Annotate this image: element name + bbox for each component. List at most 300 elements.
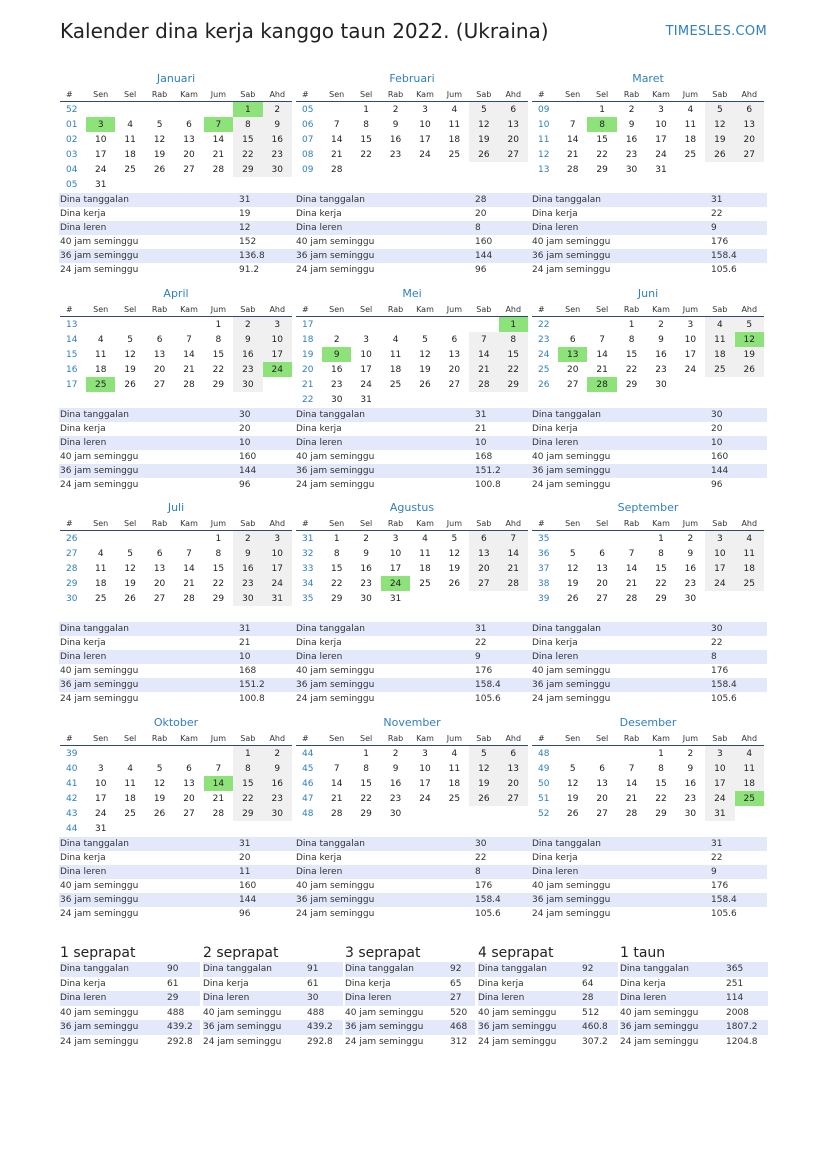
day-cell[interactable]: 22 bbox=[655, 793, 667, 804]
day-cell[interactable]: 10 bbox=[419, 119, 431, 130]
day-cell[interactable]: 4 bbox=[392, 334, 399, 345]
day-cell[interactable]: 23 bbox=[330, 379, 343, 390]
day-cell[interactable]: 2 bbox=[363, 533, 369, 544]
day-cell[interactable]: 20 bbox=[469, 561, 498, 576]
day-cell[interactable]: 29 bbox=[233, 806, 262, 821]
day-cell[interactable]: 14 bbox=[330, 778, 343, 789]
day-cell[interactable]: 31 bbox=[389, 593, 402, 604]
day-cell[interactable]: 3 bbox=[263, 531, 292, 547]
day-cell[interactable]: 2 bbox=[263, 102, 292, 118]
day-cell[interactable]: 16 bbox=[389, 778, 402, 789]
day-cell[interactable]: 11 bbox=[705, 332, 734, 347]
day-cell[interactable]: 16 bbox=[330, 364, 343, 375]
day-cell[interactable]: 4 bbox=[687, 104, 694, 115]
day-cell[interactable]: 18 bbox=[448, 778, 461, 789]
day-cell[interactable]: 5 bbox=[451, 533, 458, 544]
day-cell[interactable]: 28 bbox=[469, 377, 498, 392]
day-cell[interactable]: 13 bbox=[469, 546, 498, 561]
day-cell[interactable]: 5 bbox=[705, 102, 734, 118]
day-cell[interactable]: 17 bbox=[705, 561, 734, 576]
day-cell[interactable]: 3 bbox=[422, 748, 428, 759]
day-cell[interactable]: 4 bbox=[451, 748, 458, 759]
day-cell[interactable]: 10 bbox=[705, 761, 734, 776]
day-cell[interactable]: 16 bbox=[263, 132, 292, 147]
day-cell[interactable]: 14 bbox=[183, 349, 195, 360]
day-cell[interactable]: 23 bbox=[389, 149, 402, 160]
day-cell[interactable]: 22 bbox=[212, 578, 225, 589]
day-cell[interactable]: 9 bbox=[658, 334, 664, 345]
day-cell[interactable]: 12 bbox=[153, 778, 166, 789]
day-cell[interactable]: 19 bbox=[419, 364, 431, 375]
day-cell[interactable]: 10 bbox=[360, 349, 372, 360]
day-cell[interactable]: 7 bbox=[628, 548, 635, 559]
day-cell[interactable]: 6 bbox=[186, 763, 192, 774]
day-cell[interactable]: 16 bbox=[233, 561, 262, 576]
day-cell[interactable]: 5 bbox=[156, 763, 163, 774]
day-cell[interactable]: 1 bbox=[215, 533, 222, 544]
day-cell[interactable]: 25 bbox=[448, 149, 461, 160]
day-cell[interactable]: 8 bbox=[333, 548, 340, 559]
day-cell[interactable]: 19 bbox=[735, 347, 764, 362]
day-cell[interactable]: 20 bbox=[566, 364, 579, 375]
day-cell[interactable]: 6 bbox=[469, 531, 498, 547]
day-cell[interactable]: 15 bbox=[233, 776, 262, 791]
day-cell[interactable]: 2 bbox=[658, 319, 664, 330]
day-cell[interactable]: 26 bbox=[469, 147, 498, 162]
day-cell[interactable]: 20 bbox=[183, 793, 195, 804]
day-cell[interactable]: 30 bbox=[389, 808, 402, 819]
day-cell[interactable]: 3 bbox=[97, 763, 104, 774]
day-cell[interactable]: 20 bbox=[735, 132, 764, 147]
day-cell[interactable]: 26 bbox=[153, 164, 166, 175]
day-cell[interactable]: 1 bbox=[658, 748, 664, 759]
day-cell[interactable]: 18 bbox=[389, 364, 402, 375]
day-cell[interactable]: 3 bbox=[658, 104, 664, 115]
day-cell[interactable]: 15 bbox=[655, 778, 667, 789]
day-cell[interactable]: 20 bbox=[153, 578, 166, 589]
day-cell[interactable]: 31 bbox=[360, 394, 372, 405]
day-cell[interactable]: 28 bbox=[566, 164, 579, 175]
day-cell[interactable]: 17 bbox=[263, 561, 292, 576]
day-cell[interactable]: 22 bbox=[212, 364, 225, 375]
day-cell[interactable]: 29 bbox=[360, 808, 372, 819]
day-cell[interactable]: 11 bbox=[94, 563, 107, 574]
day-cell[interactable]: 4 bbox=[735, 746, 764, 762]
day-cell[interactable]: 17 bbox=[360, 364, 372, 375]
holiday-cell[interactable]: 28 bbox=[587, 377, 616, 392]
day-cell[interactable]: 10 bbox=[705, 546, 734, 561]
day-cell[interactable]: 9 bbox=[687, 548, 694, 559]
day-cell[interactable]: 12 bbox=[469, 761, 498, 776]
day-cell[interactable]: 7 bbox=[186, 548, 192, 559]
day-cell[interactable]: 22 bbox=[596, 149, 608, 160]
day-cell[interactable]: 26 bbox=[124, 379, 136, 390]
day-cell[interactable]: 24 bbox=[705, 576, 734, 591]
day-cell[interactable]: 30 bbox=[233, 377, 262, 392]
day-cell[interactable]: 10 bbox=[419, 763, 431, 774]
day-cell[interactable]: 26 bbox=[448, 578, 461, 589]
day-cell[interactable]: 11 bbox=[124, 134, 136, 145]
day-cell[interactable]: 29 bbox=[596, 164, 608, 175]
day-cell[interactable]: 29 bbox=[233, 162, 262, 177]
day-cell[interactable]: 14 bbox=[625, 778, 638, 789]
day-cell[interactable]: 17 bbox=[389, 563, 402, 574]
day-cell[interactable]: 23 bbox=[233, 576, 262, 591]
day-cell[interactable]: 13 bbox=[448, 349, 461, 360]
day-cell[interactable]: 27 bbox=[153, 593, 166, 604]
day-cell[interactable]: 27 bbox=[499, 147, 528, 162]
day-cell[interactable]: 8 bbox=[233, 761, 262, 776]
day-cell[interactable]: 12 bbox=[566, 778, 579, 789]
day-cell[interactable]: 3 bbox=[705, 746, 734, 762]
day-cell[interactable]: 3 bbox=[705, 531, 734, 547]
day-cell[interactable]: 14 bbox=[499, 546, 528, 561]
day-cell[interactable]: 18 bbox=[94, 364, 107, 375]
day-cell[interactable]: 19 bbox=[469, 132, 498, 147]
day-cell[interactable]: 1 bbox=[658, 533, 664, 544]
day-cell[interactable]: 14 bbox=[212, 134, 225, 145]
day-cell[interactable]: 28 bbox=[499, 576, 528, 591]
day-cell[interactable]: 31 bbox=[655, 164, 667, 175]
day-cell[interactable]: 15 bbox=[655, 563, 667, 574]
day-cell[interactable]: 30 bbox=[330, 394, 343, 405]
day-cell[interactable]: 27 bbox=[183, 164, 195, 175]
day-cell[interactable]: 19 bbox=[124, 578, 136, 589]
day-cell[interactable]: 15 bbox=[360, 134, 372, 145]
day-cell[interactable]: 14 bbox=[469, 347, 498, 362]
day-cell[interactable]: 25 bbox=[684, 149, 697, 160]
day-cell[interactable]: 27 bbox=[153, 379, 166, 390]
day-cell[interactable]: 5 bbox=[569, 548, 576, 559]
day-cell[interactable]: 16 bbox=[684, 778, 697, 789]
day-cell[interactable]: 22 bbox=[360, 149, 372, 160]
day-cell[interactable]: 2 bbox=[628, 104, 635, 115]
day-cell[interactable]: 11 bbox=[124, 778, 136, 789]
day-cell[interactable]: 5 bbox=[127, 334, 133, 345]
day-cell[interactable]: 27 bbox=[566, 379, 579, 390]
day-cell[interactable]: 7 bbox=[569, 119, 576, 130]
day-cell[interactable]: 4 bbox=[97, 334, 104, 345]
holiday-cell[interactable]: 7 bbox=[204, 117, 233, 132]
day-cell[interactable]: 4 bbox=[97, 548, 104, 559]
day-cell[interactable]: 27 bbox=[448, 379, 461, 390]
day-cell[interactable]: 25 bbox=[735, 576, 764, 591]
day-cell[interactable]: 16 bbox=[625, 134, 638, 145]
day-cell[interactable]: 19 bbox=[153, 149, 166, 160]
day-cell[interactable]: 28 bbox=[183, 593, 195, 604]
day-cell[interactable]: 12 bbox=[124, 563, 136, 574]
day-cell[interactable]: 23 bbox=[655, 364, 667, 375]
day-cell[interactable]: 27 bbox=[469, 576, 498, 591]
holiday-cell[interactable]: 24 bbox=[263, 362, 292, 377]
day-cell[interactable]: 27 bbox=[183, 808, 195, 819]
day-cell[interactable]: 23 bbox=[263, 791, 292, 806]
day-cell[interactable]: 14 bbox=[566, 134, 579, 145]
day-cell[interactable]: 12 bbox=[153, 134, 166, 145]
day-cell[interactable]: 3 bbox=[392, 533, 399, 544]
day-cell[interactable]: 5 bbox=[127, 548, 133, 559]
day-cell[interactable]: 16 bbox=[684, 563, 697, 574]
day-cell[interactable]: 20 bbox=[153, 364, 166, 375]
day-cell[interactable]: 20 bbox=[596, 578, 608, 589]
day-cell[interactable]: 1 bbox=[215, 319, 222, 330]
day-cell[interactable]: 29 bbox=[330, 593, 343, 604]
day-cell[interactable]: 21 bbox=[499, 561, 528, 576]
day-cell[interactable]: 1 bbox=[599, 104, 605, 115]
day-cell[interactable]: 2 bbox=[333, 334, 340, 345]
day-cell[interactable]: 15 bbox=[212, 563, 225, 574]
day-cell[interactable]: 6 bbox=[599, 763, 605, 774]
day-cell[interactable]: 4 bbox=[705, 317, 734, 333]
day-cell[interactable]: 21 bbox=[212, 149, 225, 160]
day-cell[interactable]: 22 bbox=[360, 793, 372, 804]
day-cell[interactable]: 28 bbox=[212, 808, 225, 819]
day-cell[interactable]: 1 bbox=[233, 746, 262, 762]
day-cell[interactable]: 26 bbox=[469, 791, 498, 806]
day-cell[interactable]: 24 bbox=[684, 364, 697, 375]
day-cell[interactable]: 7 bbox=[186, 334, 192, 345]
day-cell[interactable]: 11 bbox=[94, 349, 107, 360]
day-cell[interactable]: 8 bbox=[499, 332, 528, 347]
day-cell[interactable]: 16 bbox=[360, 563, 372, 574]
holiday-cell[interactable]: 14 bbox=[204, 776, 233, 791]
day-cell[interactable]: 1 bbox=[628, 319, 635, 330]
holiday-cell[interactable]: 3 bbox=[86, 117, 115, 132]
day-cell[interactable]: 25 bbox=[124, 164, 136, 175]
day-cell[interactable]: 19 bbox=[705, 132, 734, 147]
day-cell[interactable]: 18 bbox=[124, 149, 136, 160]
day-cell[interactable]: 7 bbox=[333, 119, 340, 130]
day-cell[interactable]: 17 bbox=[684, 349, 697, 360]
holiday-cell[interactable]: 8 bbox=[587, 117, 616, 132]
day-cell[interactable]: 23 bbox=[625, 149, 638, 160]
day-cell[interactable]: 12 bbox=[448, 548, 461, 559]
day-cell[interactable]: 27 bbox=[735, 147, 764, 162]
day-cell[interactable]: 10 bbox=[94, 778, 107, 789]
day-cell[interactable]: 14 bbox=[330, 134, 343, 145]
day-cell[interactable]: 1 bbox=[363, 104, 369, 115]
day-cell[interactable]: 31 bbox=[705, 806, 734, 821]
day-cell[interactable]: 10 bbox=[263, 332, 292, 347]
day-cell[interactable]: 9 bbox=[687, 763, 694, 774]
day-cell[interactable]: 19 bbox=[448, 563, 461, 574]
day-cell[interactable]: 21 bbox=[330, 149, 343, 160]
day-cell[interactable]: 21 bbox=[566, 149, 579, 160]
day-cell[interactable]: 13 bbox=[183, 778, 195, 789]
holiday-cell[interactable]: 25 bbox=[86, 377, 115, 392]
holiday-cell[interactable]: 9 bbox=[322, 347, 351, 362]
day-cell[interactable]: 2 bbox=[687, 748, 694, 759]
day-cell[interactable]: 17 bbox=[705, 776, 734, 791]
day-cell[interactable]: 14 bbox=[625, 563, 638, 574]
day-cell[interactable]: 4 bbox=[422, 533, 428, 544]
day-cell[interactable]: 2 bbox=[392, 104, 399, 115]
day-cell[interactable]: 5 bbox=[569, 763, 576, 774]
day-cell[interactable]: 21 bbox=[183, 578, 195, 589]
day-cell[interactable]: 4 bbox=[735, 531, 764, 547]
day-cell[interactable]: 30 bbox=[263, 162, 292, 177]
day-cell[interactable]: 29 bbox=[499, 377, 528, 392]
day-cell[interactable]: 30 bbox=[360, 593, 372, 604]
day-cell[interactable]: 10 bbox=[94, 134, 107, 145]
day-cell[interactable]: 11 bbox=[735, 546, 764, 561]
day-cell[interactable]: 8 bbox=[363, 763, 369, 774]
day-cell[interactable]: 7 bbox=[469, 332, 498, 347]
day-cell[interactable]: 19 bbox=[469, 776, 498, 791]
day-cell[interactable]: 27 bbox=[596, 593, 608, 604]
holiday-cell[interactable]: 12 bbox=[735, 332, 764, 347]
day-cell[interactable]: 24 bbox=[94, 808, 107, 819]
day-cell[interactable]: 16 bbox=[389, 134, 402, 145]
day-cell[interactable]: 17 bbox=[263, 347, 292, 362]
day-cell[interactable]: 4 bbox=[127, 119, 133, 130]
day-cell[interactable]: 13 bbox=[499, 761, 528, 776]
day-cell[interactable]: 7 bbox=[628, 763, 635, 774]
day-cell[interactable]: 24 bbox=[263, 576, 292, 591]
day-cell[interactable]: 11 bbox=[684, 119, 697, 130]
day-cell[interactable]: 23 bbox=[389, 793, 402, 804]
day-cell[interactable]: 17 bbox=[419, 134, 431, 145]
day-cell[interactable]: 28 bbox=[212, 164, 225, 175]
day-cell[interactable]: 19 bbox=[566, 793, 579, 804]
day-cell[interactable]: 30 bbox=[263, 806, 292, 821]
day-cell[interactable]: 30 bbox=[684, 808, 697, 819]
day-cell[interactable]: 8 bbox=[363, 119, 369, 130]
day-cell[interactable]: 6 bbox=[186, 119, 192, 130]
day-cell[interactable]: 19 bbox=[124, 364, 136, 375]
day-cell[interactable]: 31 bbox=[94, 823, 107, 834]
day-cell[interactable]: 15 bbox=[233, 132, 262, 147]
day-cell[interactable]: 10 bbox=[263, 546, 292, 561]
day-cell[interactable]: 14 bbox=[183, 563, 195, 574]
day-cell[interactable]: 15 bbox=[330, 563, 343, 574]
day-cell[interactable]: 6 bbox=[735, 102, 764, 118]
day-cell[interactable]: 20 bbox=[183, 149, 195, 160]
day-cell[interactable]: 31 bbox=[94, 179, 107, 190]
day-cell[interactable]: 15 bbox=[360, 778, 372, 789]
day-cell[interactable]: 30 bbox=[233, 591, 262, 606]
day-cell[interactable]: 29 bbox=[212, 593, 225, 604]
day-cell[interactable]: 9 bbox=[263, 117, 292, 132]
day-cell[interactable]: 5 bbox=[735, 317, 764, 333]
day-cell[interactable]: 7 bbox=[599, 334, 605, 345]
day-cell[interactable]: 20 bbox=[499, 776, 528, 791]
day-cell[interactable]: 19 bbox=[153, 793, 166, 804]
day-cell[interactable]: 18 bbox=[705, 347, 734, 362]
holiday-cell[interactable]: 1 bbox=[233, 102, 262, 118]
day-cell[interactable]: 29 bbox=[655, 593, 667, 604]
day-cell[interactable]: 18 bbox=[684, 134, 697, 145]
day-cell[interactable]: 3 bbox=[687, 319, 694, 330]
day-cell[interactable]: 12 bbox=[469, 117, 498, 132]
day-cell[interactable]: 10 bbox=[684, 334, 697, 345]
day-cell[interactable]: 24 bbox=[419, 149, 431, 160]
day-cell[interactable]: 6 bbox=[451, 334, 458, 345]
day-cell[interactable]: 18 bbox=[735, 561, 764, 576]
day-cell[interactable]: 10 bbox=[389, 548, 402, 559]
day-cell[interactable]: 28 bbox=[330, 808, 343, 819]
day-cell[interactable]: 7 bbox=[215, 763, 222, 774]
day-cell[interactable]: 8 bbox=[658, 763, 664, 774]
day-cell[interactable]: 6 bbox=[499, 102, 528, 118]
day-cell[interactable]: 6 bbox=[599, 548, 605, 559]
day-cell[interactable]: 22 bbox=[233, 147, 262, 162]
day-cell[interactable]: 29 bbox=[212, 379, 225, 390]
day-cell[interactable]: 7 bbox=[499, 531, 528, 547]
day-cell[interactable]: 15 bbox=[499, 347, 528, 362]
holiday-cell[interactable]: 1 bbox=[499, 317, 528, 333]
day-cell[interactable]: 21 bbox=[330, 793, 343, 804]
day-cell[interactable]: 21 bbox=[469, 362, 498, 377]
day-cell[interactable]: 12 bbox=[705, 117, 734, 132]
day-cell[interactable]: 8 bbox=[215, 548, 222, 559]
day-cell[interactable]: 2 bbox=[233, 531, 262, 547]
day-cell[interactable]: 21 bbox=[183, 364, 195, 375]
day-cell[interactable]: 21 bbox=[212, 793, 225, 804]
day-cell[interactable]: 4 bbox=[451, 104, 458, 115]
day-cell[interactable]: 14 bbox=[596, 349, 608, 360]
holiday-cell[interactable]: 24 bbox=[381, 576, 410, 591]
day-cell[interactable]: 26 bbox=[735, 362, 764, 377]
day-cell[interactable]: 24 bbox=[94, 164, 107, 175]
day-cell[interactable]: 18 bbox=[735, 776, 764, 791]
day-cell[interactable]: 9 bbox=[363, 548, 369, 559]
day-cell[interactable]: 2 bbox=[687, 533, 694, 544]
day-cell[interactable]: 25 bbox=[419, 578, 431, 589]
day-cell[interactable]: 8 bbox=[215, 334, 222, 345]
day-cell[interactable]: 17 bbox=[419, 778, 431, 789]
day-cell[interactable]: 9 bbox=[233, 546, 262, 561]
day-cell[interactable]: 15 bbox=[625, 349, 638, 360]
day-cell[interactable]: 5 bbox=[156, 119, 163, 130]
day-cell[interactable]: 3 bbox=[422, 104, 428, 115]
day-cell[interactable]: 16 bbox=[263, 776, 292, 791]
day-cell[interactable]: 8 bbox=[628, 334, 635, 345]
day-cell[interactable]: 21 bbox=[625, 578, 638, 589]
day-cell[interactable]: 11 bbox=[389, 349, 402, 360]
day-cell[interactable]: 13 bbox=[596, 778, 608, 789]
day-cell[interactable]: 12 bbox=[124, 349, 136, 360]
day-cell[interactable]: 23 bbox=[263, 147, 292, 162]
day-cell[interactable]: 2 bbox=[263, 746, 292, 762]
day-cell[interactable]: 2 bbox=[392, 748, 399, 759]
day-cell[interactable]: 5 bbox=[469, 102, 498, 118]
day-cell[interactable]: 26 bbox=[566, 808, 579, 819]
day-cell[interactable]: 18 bbox=[124, 793, 136, 804]
day-cell[interactable]: 13 bbox=[183, 134, 195, 145]
day-cell[interactable]: 24 bbox=[419, 793, 431, 804]
day-cell[interactable]: 12 bbox=[419, 349, 431, 360]
day-cell[interactable]: 17 bbox=[655, 134, 667, 145]
day-cell[interactable]: 5 bbox=[422, 334, 428, 345]
day-cell[interactable]: 9 bbox=[392, 119, 399, 130]
day-cell[interactable]: 6 bbox=[569, 334, 576, 345]
day-cell[interactable]: 17 bbox=[94, 793, 107, 804]
day-cell[interactable]: 25 bbox=[448, 793, 461, 804]
day-cell[interactable]: 26 bbox=[124, 593, 136, 604]
day-cell[interactable]: 25 bbox=[389, 379, 402, 390]
day-cell[interactable]: 26 bbox=[566, 593, 579, 604]
day-cell[interactable]: 25 bbox=[705, 362, 734, 377]
day-cell[interactable]: 20 bbox=[499, 132, 528, 147]
holiday-cell[interactable]: 13 bbox=[558, 347, 587, 362]
day-cell[interactable]: 5 bbox=[469, 746, 498, 762]
day-cell[interactable]: 31 bbox=[263, 591, 292, 606]
day-cell[interactable]: 18 bbox=[419, 563, 431, 574]
day-cell[interactable]: 29 bbox=[625, 379, 638, 390]
day-cell[interactable]: 27 bbox=[596, 808, 608, 819]
day-cell[interactable]: 22 bbox=[233, 791, 262, 806]
